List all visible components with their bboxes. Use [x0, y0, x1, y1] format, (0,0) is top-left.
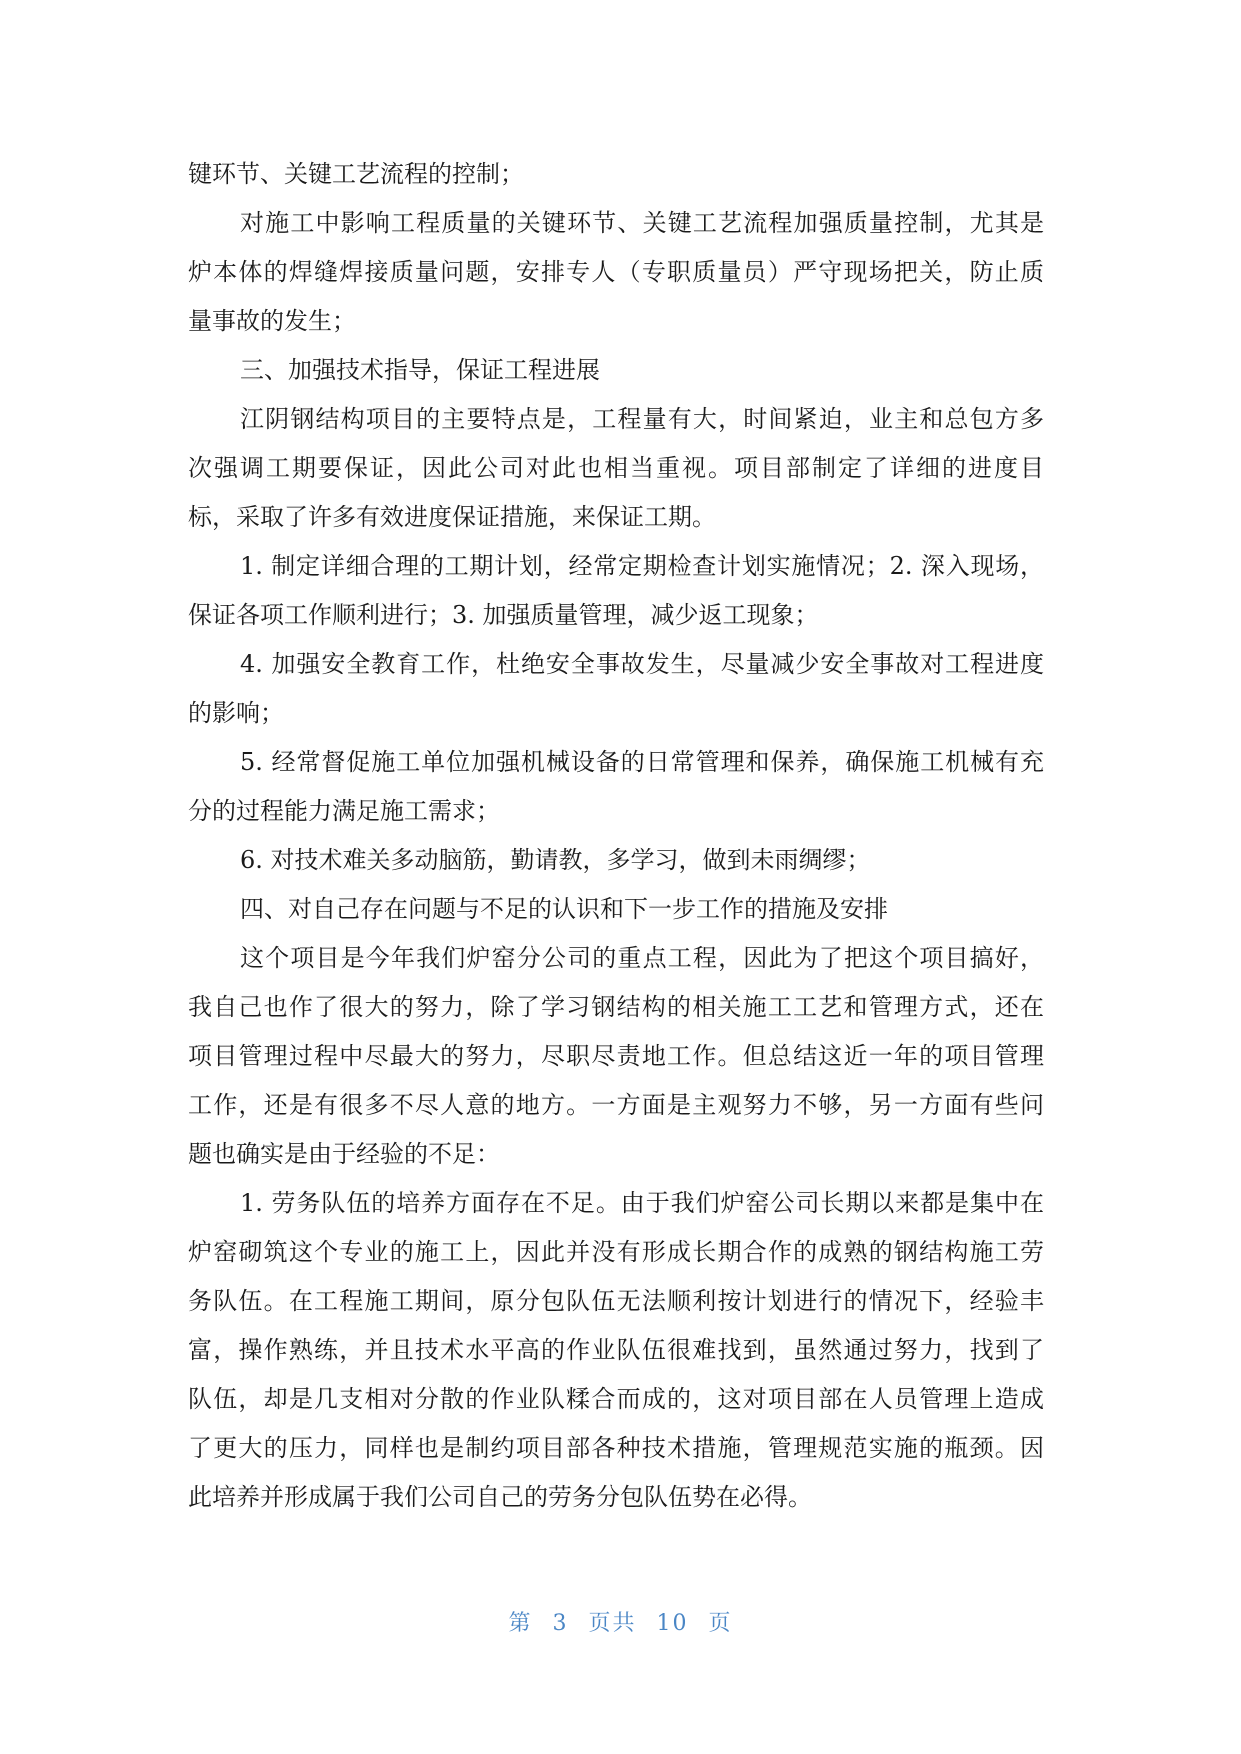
- text-line: 1. 劳务队伍的培养方面存在不足。由于我们炉窑公司长期以来都是集中在: [240, 1189, 1044, 1217]
- text-line: 队伍，却是几支相对分散的作业队糅合而成的，这对项目部在人员管理上造成: [188, 1385, 1044, 1413]
- text-line: 四、对自己存在问题与不足的认识和下一步工作的措施及安排: [240, 895, 888, 923]
- text-line: 1. 制定详细合理的工期计划，经常定期检查计划实施情况；2. 深入现场，: [240, 552, 1044, 580]
- text-line: 项目管理过程中尽最大的努力，尽职尽责地工作。但总结这近一年的项目管理: [188, 1042, 1044, 1070]
- text-line: 6. 对技术难关多动脑筋，勤请教，多学习，做到未雨绸缪；: [240, 846, 871, 874]
- text-line: 标，采取了许多有效进度保证措施，来保证工期。: [188, 503, 716, 531]
- page-footer: [0, 1606, 1241, 1637]
- text-line: 对施工中影响工程质量的关键环节、关键工艺流程加强质量控制，尤其是: [240, 209, 1044, 237]
- text-line: 这个项目是今年我们炉窑分公司的重点工程，因此为了把这个项目搞好，: [240, 944, 1044, 972]
- text-line: 键环节、关键工艺流程的控制；: [188, 160, 524, 188]
- page-label-post: 页: [708, 1611, 733, 1636]
- text-line: 三、加强技术指导，保证工程进展: [240, 356, 600, 384]
- text-line: 题也确实是由于经验的不足：: [188, 1140, 500, 1168]
- text-line: 了更大的压力，同样也是制约项目部各种技术措施，管理规范实施的瓶颈。因: [188, 1434, 1044, 1462]
- text-line: 炉窑砌筑这个专业的施工上，因此并没有形成长期合作的成熟的钢结构施工劳: [188, 1238, 1044, 1266]
- page-label-pre: 第: [508, 1611, 533, 1636]
- text-line: 的影响；: [188, 699, 284, 727]
- page-total: 10: [656, 1611, 689, 1636]
- text-line: 4. 加强安全教育工作，杜绝安全事故发生，尽量减少安全事故对工程进度: [240, 650, 1044, 678]
- page-label-mid: 页共: [588, 1611, 637, 1636]
- text-line: 江阴钢结构项目的主要特点是，工程量有大，时间紧迫，业主和总包方多: [240, 405, 1044, 433]
- text-line: 工作，还是有很多不尽人意的地方。一方面是主观努力不够，另一方面有些问: [188, 1091, 1044, 1119]
- text-line: 保证各项工作顺利进行；3. 加强质量管理，减少返工现象；: [188, 601, 819, 629]
- document-body: [188, 150, 1044, 1522]
- text-line: 此培养并形成属于我们公司自己的劳务分包队伍势在必得。: [188, 1483, 812, 1511]
- text-line: 我自己也作了很大的努力，除了学习钢结构的相关施工工艺和管理方式，还在: [188, 993, 1044, 1021]
- page-current: 3: [552, 1611, 569, 1636]
- text-line: 次强调工期要保证，因此公司对此也相当重视。项目部制定了详细的进度目: [188, 454, 1044, 482]
- text-line: 务队伍。在工程施工期间，原分包队伍无法顺利按计划进行的情况下，经验丰: [188, 1287, 1044, 1315]
- text-line: 5. 经常督促施工单位加强机械设备的日常管理和保养，确保施工机械有充: [240, 748, 1044, 776]
- text-line: 量事故的发生；: [188, 307, 356, 335]
- text-line: 富，操作熟练，并且技术水平高的作业队伍很难找到，虽然通过努力，找到了: [188, 1336, 1044, 1364]
- text-line: 分的过程能力满足施工需求；: [188, 797, 500, 825]
- text-line: 炉本体的焊缝焊接质量问题，安排专人（专职质量员）严守现场把关，防止质: [188, 258, 1044, 286]
